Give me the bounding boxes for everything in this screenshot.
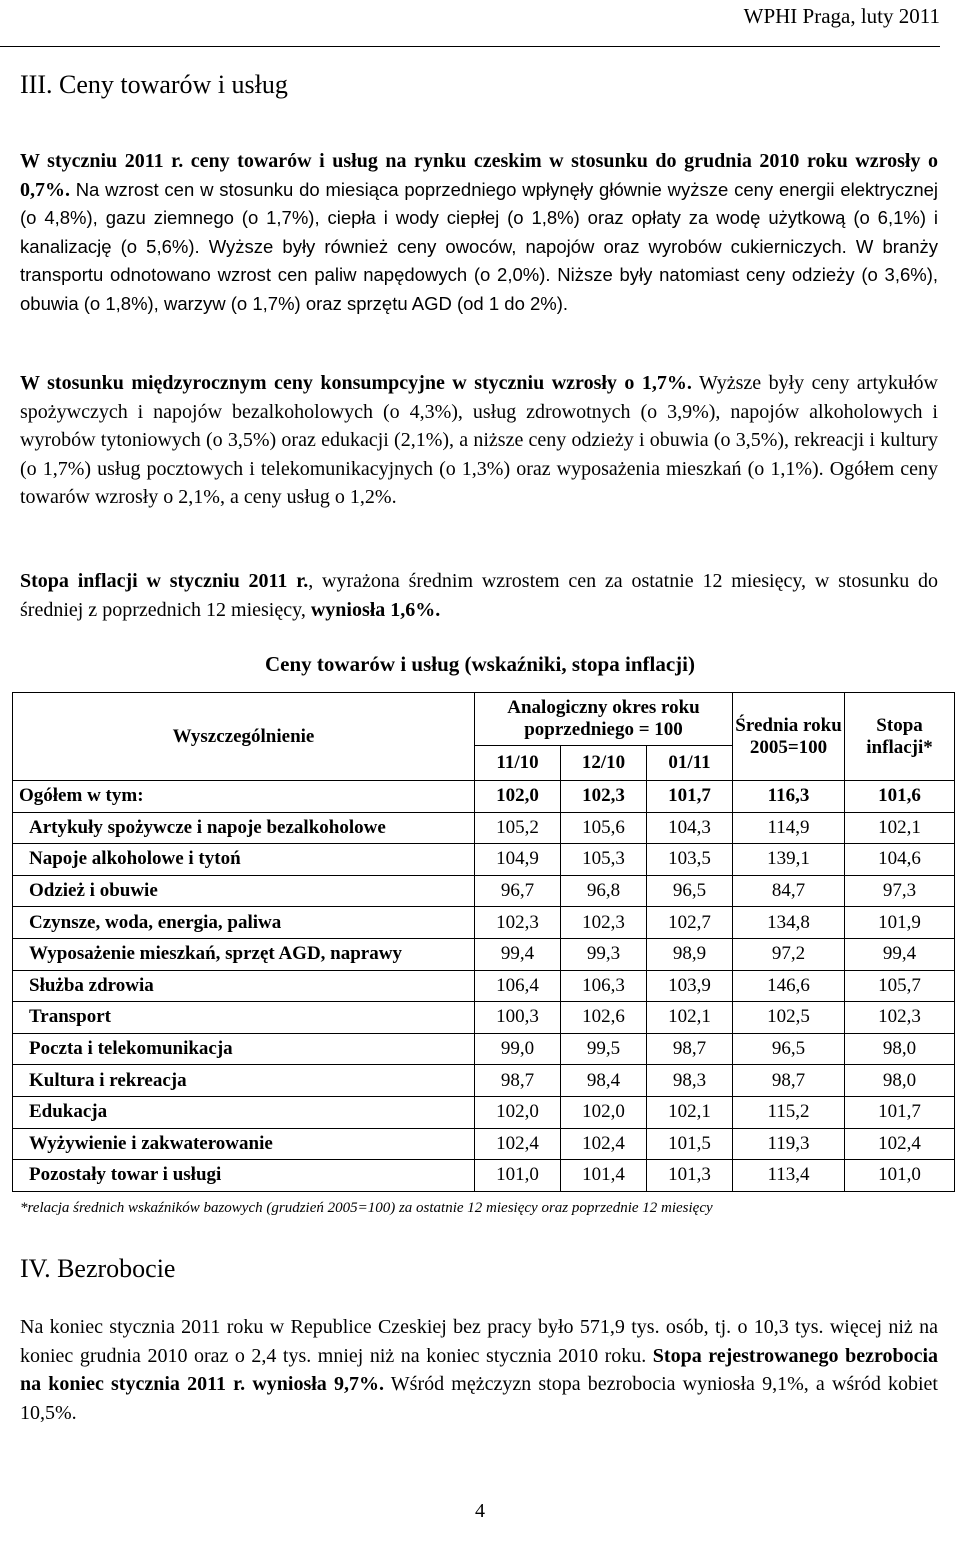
row-value: 101,4	[561, 1160, 647, 1192]
row-value: 106,3	[561, 970, 647, 1002]
row-label: Wyżywienie i zakwaterowanie	[13, 1128, 475, 1160]
table-row	[13, 1128, 955, 1160]
row-value: 114,9	[733, 812, 845, 844]
paragraph-inflation	[20, 567, 938, 624]
row-value: 102,3	[561, 781, 647, 813]
page-number: 4	[475, 1500, 485, 1522]
paragraph-monthly-lead: W styczniu 2011 r. ceny towarów i usług na rynku czeskim w stosunku do grudnia 2010 roku wzrosły o 0,7%.	[20, 150, 938, 201]
row-label: Transport	[13, 1002, 475, 1034]
paragraph-unemployment-body: Na koniec stycznia 2011 roku w Republice Czeskiej bez pracy było 571,9 tys. osób, tj. o 10,3 tys. więcej niż na koniec grudnia 2010 oraz o 2,4 tys. mniej niż na koniec stycznia 2010 roku.	[20, 1316, 938, 1367]
row-value: 104,3	[647, 812, 733, 844]
row-value: 102,1	[845, 812, 955, 844]
row-value: 139,1	[733, 844, 845, 876]
table-title: Ceny towarów i usług (wskaźniki, stopa inflacji)	[265, 652, 695, 676]
row-value: 101,9	[845, 907, 955, 939]
row-value: 102,3	[845, 1002, 955, 1034]
row-value: 102,0	[475, 1096, 561, 1128]
row-value: 99,0	[475, 1033, 561, 1065]
paragraph-inflation-body: , wyrażona średnim wzrostem cen za ostatnie 12 miesięcy, w stosunku do średniej z poprzednich 12 miesięcy,	[20, 570, 938, 621]
row-value: 101,7	[647, 781, 733, 813]
row-value: 102,3	[561, 907, 647, 939]
paragraph-unemployment-end: Wśród mężczyzn stopa bezrobocia wyniosła 9,1%, a wśród kobiet 10,5%.	[20, 1373, 938, 1424]
header-period: 11/10	[475, 746, 561, 781]
row-value: 104,6	[845, 844, 955, 876]
row-value: 98,0	[845, 1065, 955, 1097]
row-value: 99,4	[475, 938, 561, 970]
row-value: 101,0	[845, 1160, 955, 1192]
row-value: 104,9	[475, 844, 561, 876]
header-inflation: Stopa inflacji*	[845, 693, 955, 781]
table-row	[13, 812, 955, 844]
row-label: Odzież i obuwie	[13, 875, 475, 907]
header-period: 01/11	[647, 746, 733, 781]
header-item: Wyszczególnienie	[13, 693, 475, 781]
row-value: 98,9	[647, 938, 733, 970]
row-value: 102,3	[475, 907, 561, 939]
header-period: 12/10	[561, 746, 647, 781]
row-label: Napoje alkoholowe i tytoń	[13, 844, 475, 876]
prices-table	[12, 692, 955, 1192]
row-value: 105,2	[475, 812, 561, 844]
paragraph-unemployment-rate: Stopa rejestrowanego bezrobocia na koniec stycznia 2011 r. wyniosła 9,7%.	[20, 1344, 939, 1395]
paragraph-monthly-change	[20, 147, 938, 318]
row-value: 101,3	[647, 1160, 733, 1192]
row-value: 97,3	[845, 875, 955, 907]
row-value: 98,0	[845, 1033, 955, 1065]
row-label: Artykuły spożywcze i napoje bezalkoholowe	[13, 812, 475, 844]
table-row	[13, 1033, 955, 1065]
table-row	[13, 907, 955, 939]
paragraph-inflation-lead: Stopa inflacji w styczniu 2011 r.	[20, 570, 309, 592]
section-title-prices: III. Ceny towarów i usług	[20, 70, 288, 99]
row-value: 134,8	[733, 907, 845, 939]
row-value: 97,2	[733, 938, 845, 970]
row-value: 96,5	[733, 1033, 845, 1065]
table-row	[13, 1065, 955, 1097]
row-value: 102,1	[647, 1096, 733, 1128]
paragraph-unemployment	[20, 1313, 938, 1427]
row-value: 98,4	[561, 1065, 647, 1097]
row-value: 98,7	[733, 1065, 845, 1097]
row-value: 102,1	[647, 1002, 733, 1034]
table-row	[13, 1002, 955, 1034]
paragraph-monthly-body: Na wzrost cen w stosunku do miesiąca poprzedniego wpłynęły głównie wyższe ceny energii elektrycznej (o 4,8%), gazu ziemnego (o 1,7%), ciepła i wody ciepłej (o 1,8%) oraz opłaty za wodę użytkową (o 6,1%) i kanalizację (o 5,6%). Wyższe były również ceny owoców, napojów oraz wyrobów cukierniczych. W branży transportu odnotowano wzrost cen paliw napędowych (o 2,0%). Niższe były natomiast ceny odzieży (o 3,6%), obuwia (o 1,8%), warzyw (o 1,7%) oraz sprzętu AGD (od 1 do 2%).	[20, 178, 939, 314]
row-value: 102,0	[475, 781, 561, 813]
row-value: 101,6	[845, 781, 955, 813]
table-row	[13, 970, 955, 1002]
row-value: 102,4	[561, 1128, 647, 1160]
row-value: 101,0	[475, 1160, 561, 1192]
row-value: 96,8	[561, 875, 647, 907]
row-value: 99,3	[561, 938, 647, 970]
header-text: WPHI Praga, luty 2011	[743, 4, 940, 28]
row-value: 102,0	[561, 1096, 647, 1128]
paragraph-yearly-lead: W stosunku międzyrocznym ceny konsumpcyjne w styczniu wzrosły o 1,7%.	[20, 372, 692, 394]
row-value: 98,7	[647, 1033, 733, 1065]
row-value: 84,7	[733, 875, 845, 907]
row-value: 106,4	[475, 970, 561, 1002]
table-footnote: *relacja średnich wskaźników bazowych (grudzień 2005=100) za ostatnie 12 miesięcy oraz poprzednie 12 miesięcy	[20, 1200, 713, 1216]
row-label: Edukacja	[13, 1096, 475, 1128]
row-value: 105,6	[561, 812, 647, 844]
table-row	[13, 781, 955, 813]
row-value: 99,4	[845, 938, 955, 970]
row-value: 105,3	[561, 844, 647, 876]
row-value: 102,4	[845, 1128, 955, 1160]
row-label: Służba zdrowia	[13, 970, 475, 1002]
table-row	[13, 1096, 955, 1128]
table-row	[13, 938, 955, 970]
row-value: 101,7	[845, 1096, 955, 1128]
paragraph-yearly-body: Wyższe były ceny artykułów spożywczych i napojów bezalkoholowych (o 4,3%), usług zdrowotnych (o 3,9%), napojów alkoholowych i wyrobów tytoniowych (o 3,5%) oraz edukacji (2,1%), a niższe ceny odzieży i obuwia (o 3,5%), rekreacji i kultury (o 1,7%) usług pocztowych i telekomunikacyjnych (o 1,3%) oraz wyposażenia mieszkań (o 1,1%). Ogółem ceny towarów wzrosły o 2,1%, a ceny usług o 1,2%.	[20, 372, 938, 508]
row-value: 101,5	[647, 1128, 733, 1160]
row-value: 102,7	[647, 907, 733, 939]
header-previous-period: Analogiczny okres roku poprzedniego = 100	[475, 693, 733, 746]
row-value: 116,3	[733, 781, 845, 813]
row-value: 113,4	[733, 1160, 845, 1192]
row-label: Kultura i rekreacja	[13, 1065, 475, 1097]
row-label: Pozostały towar i usługi	[13, 1160, 475, 1192]
section-title-unemployment: IV. Bezrobocie	[20, 1254, 176, 1283]
row-label: Czynsze, woda, energia, paliwa	[13, 907, 475, 939]
header-average: Średnia roku 2005=100	[733, 693, 845, 781]
row-value: 105,7	[845, 970, 955, 1002]
row-value: 119,3	[733, 1128, 845, 1160]
paragraph-inflation-value: wyniosła 1,6%.	[310, 598, 441, 621]
row-value: 98,3	[647, 1065, 733, 1097]
table-row	[13, 875, 955, 907]
row-value: 146,6	[733, 970, 845, 1002]
row-label: Ogółem w tym:	[13, 781, 475, 813]
row-value: 103,9	[647, 970, 733, 1002]
table-row	[13, 844, 955, 876]
row-value: 98,7	[475, 1065, 561, 1097]
row-value: 103,5	[647, 844, 733, 876]
page-header	[0, 0, 940, 47]
table-body	[13, 781, 955, 1192]
row-value: 100,3	[475, 1002, 561, 1034]
row-value: 96,7	[475, 875, 561, 907]
row-value: 102,4	[475, 1128, 561, 1160]
row-value: 99,5	[561, 1033, 647, 1065]
paragraph-yearly-change	[20, 369, 938, 512]
table-row	[13, 1160, 955, 1192]
row-value: 96,5	[647, 875, 733, 907]
row-value: 102,5	[733, 1002, 845, 1034]
row-label: Poczta i telekomunikacja	[13, 1033, 475, 1065]
row-value: 115,2	[733, 1096, 845, 1128]
row-value: 102,6	[561, 1002, 647, 1034]
row-label: Wyposażenie mieszkań, sprzęt AGD, naprawy	[13, 938, 475, 970]
